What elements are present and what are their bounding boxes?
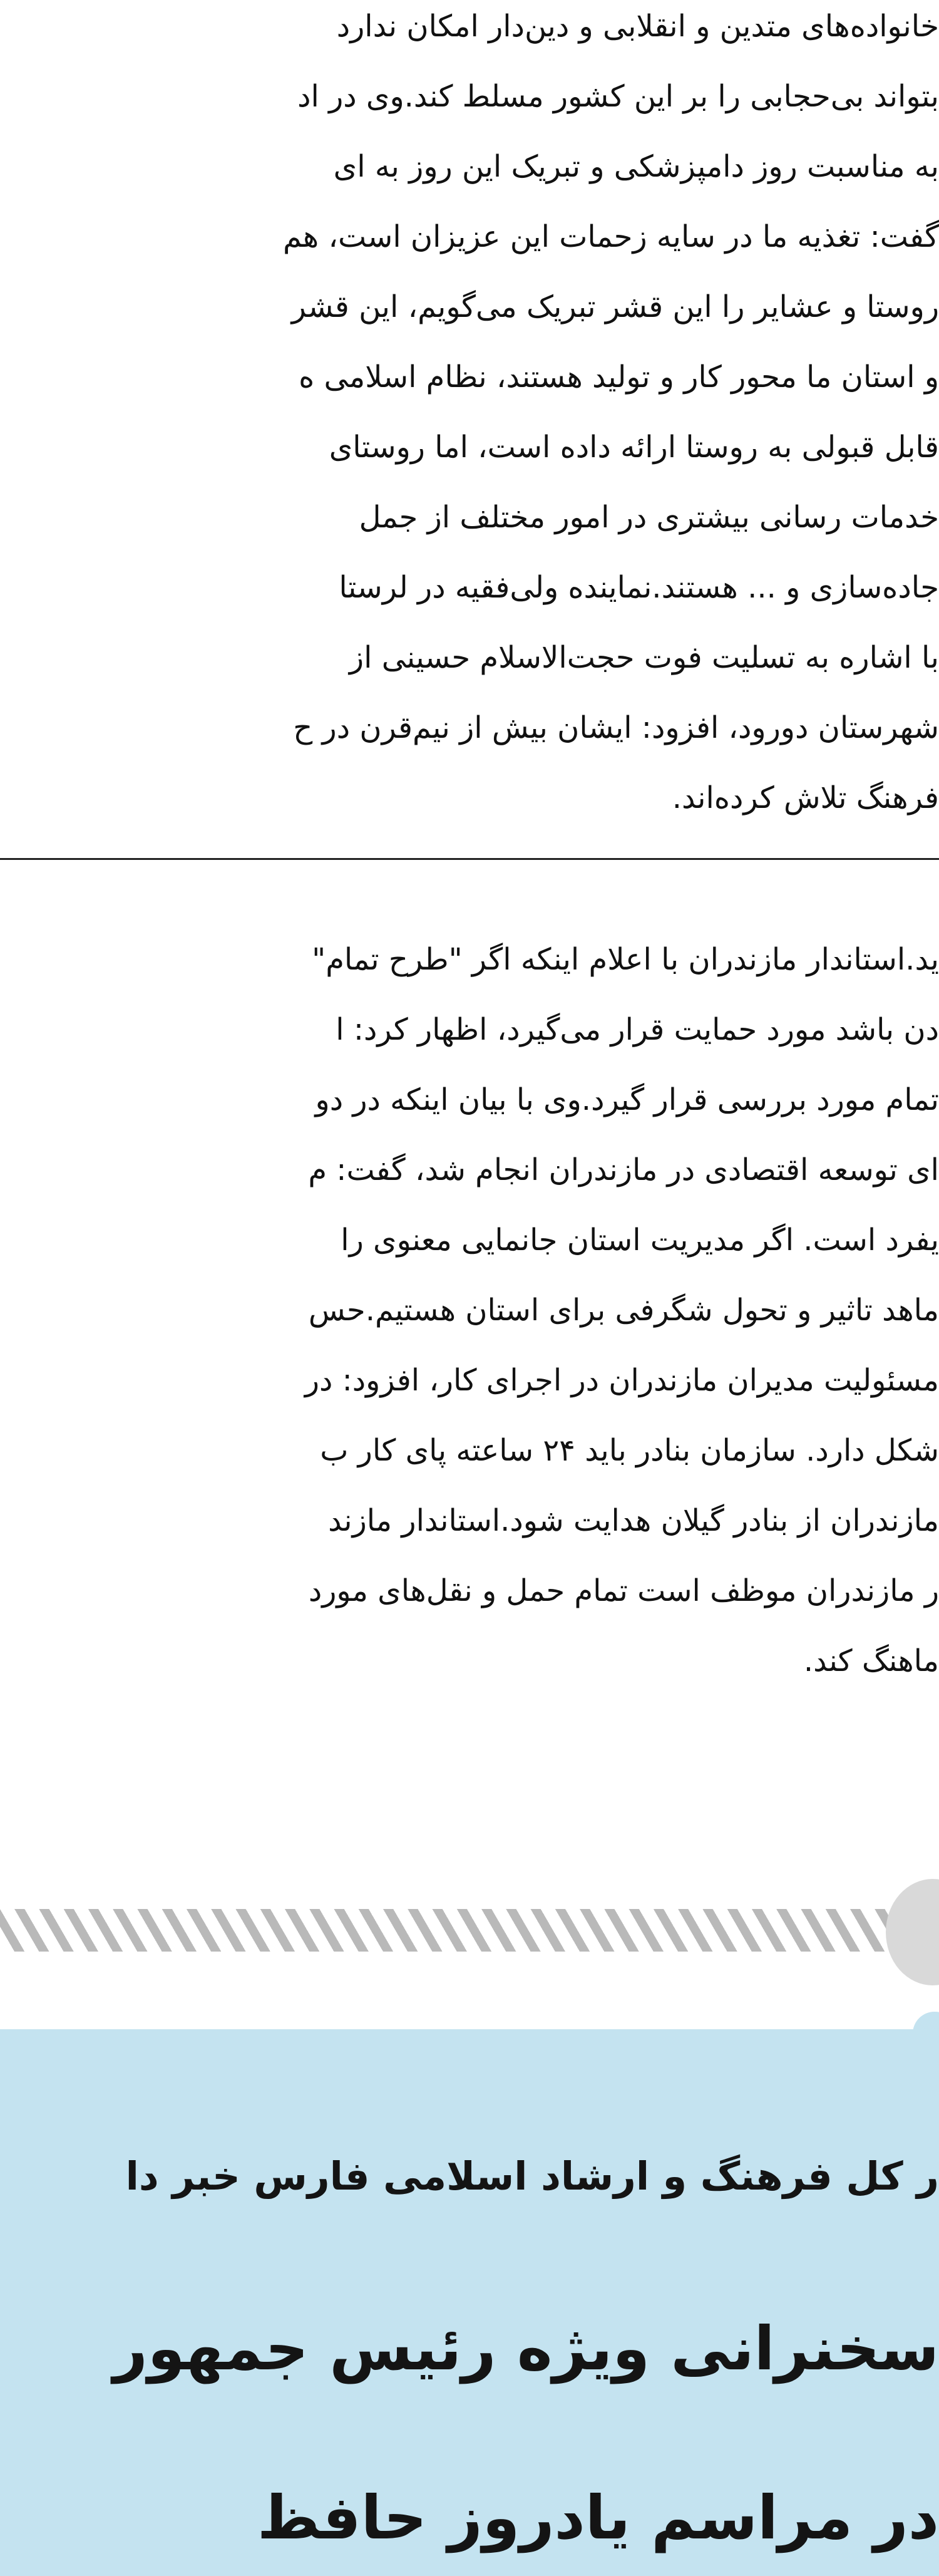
- article-line: گفت: تغذیه ما در سایه زحمات این عزیزان است، هم: [282, 219, 939, 254]
- article-line: خدمات رسانی بیشتری در امور مختلف از جمل: [359, 500, 939, 535]
- banner-headline-line-1: سخنرانی ویژه رئیس جمهور: [113, 2314, 939, 2384]
- article-line: ماهد تاثیر و تحول شگرفی برای استان هستیم.حس: [308, 1293, 939, 1328]
- gray-circle-decoration: [886, 1879, 939, 1985]
- article-line: ماهنگ کند.: [803, 1643, 939, 1679]
- article-line: ای توسعه اقتصادی در مازندران انجام شد، گفت: م: [308, 1152, 939, 1187]
- article-line: شکل دارد. سازمان بنادر باید ۲۴ ساعته پای کار ب: [320, 1433, 939, 1468]
- article-line: مازندران از بنادر گیلان هدایت شود.استاندار مازند: [328, 1503, 939, 1538]
- article-line: و استان ما محور کار و تولید هستند، نظام اسلامی ه: [299, 360, 939, 395]
- article-line: شهرستان دورود، افزود: ایشان بیش از نیم‌قرن در ح: [293, 710, 939, 745]
- banner-kicker: ر کل فرهنگ و ارشاد اسلامی فارس خبر دا: [125, 2153, 939, 2199]
- article-line: ر مازندران موظف است تمام حمل و نقل‌های مورد: [308, 1573, 939, 1608]
- banner-headline-line-2: در مراسم یادروز حافظ: [257, 2483, 939, 2553]
- article-line: ید.استاندار مازندران با اعلام اینکه اگر "طرح تمام": [312, 942, 939, 977]
- article-line: فرهنگ تلاش کرده‌اند.: [672, 780, 939, 815]
- article-line: بتواند بی‌حجابی را بر این کشور مسلط کند.وی در اد: [297, 79, 939, 114]
- hatched-divider: [0, 1909, 905, 1952]
- article-line: تمام مورد بررسی قرار گیرد.وی با بیان اینکه در دو: [315, 1082, 939, 1117]
- section-divider: [0, 858, 939, 860]
- article-line: دن باشد مورد حمایت قرار می‌گیرد، اظهار کرد: ا: [336, 1012, 939, 1047]
- article-line: یفرد است. اگر مدیریت استان جانمایی معنوی را: [341, 1223, 939, 1258]
- article-line: خانواده‌های متدین و انقلابی و دین‌دار امکان ندارد: [336, 9, 939, 44]
- article-line: روستا و عشایر را این قشر تبریک می‌گویم، این قشر: [291, 289, 939, 324]
- article-line: جاده‌سازی و ... هستند.نماینده ولی‌فقیه در لرستا: [339, 570, 939, 605]
- article-line: با اشاره به تسلیت فوت حجت‌الاسلام حسینی از: [349, 640, 939, 675]
- article-line: قابل قبولی به روستا ارائه داده است، اما روستای: [329, 430, 939, 465]
- article-line: به مناسبت روز دامپزشکی و تبریک این روز به ای: [333, 149, 939, 184]
- article-line: مسئولیت مدیران مازندران در اجرای کار، افزود: در: [304, 1363, 939, 1398]
